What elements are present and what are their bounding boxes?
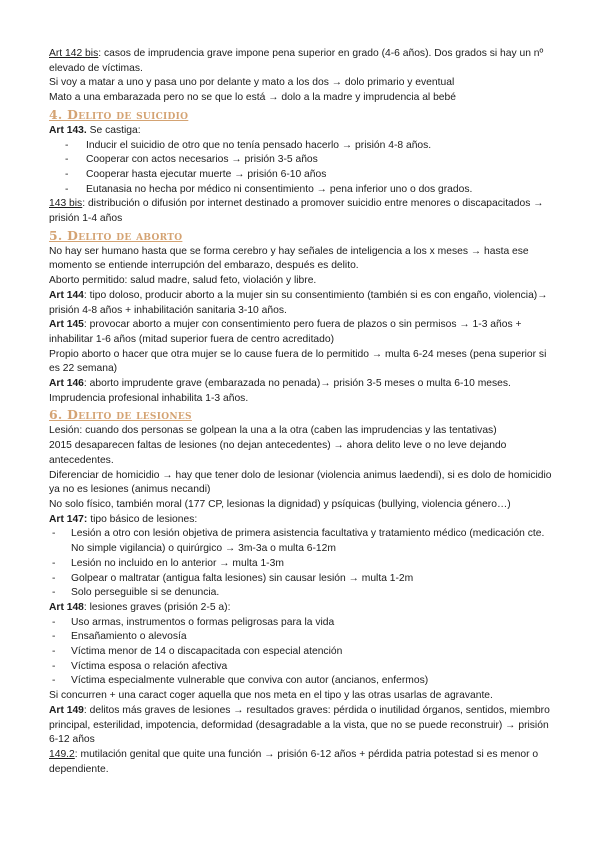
list-item: - Uso armas, instrumentos o formas peligrosas para la vida <box>49 616 559 631</box>
art-ref: Art 143. <box>49 124 87 136</box>
art-ref: 143 bis <box>49 198 83 210</box>
art-ref: Art 146 <box>49 378 84 390</box>
paragraph: Si concurren + una caract coger aquella que nos meta en el tipo y las otras usarlas de agravante. <box>49 690 493 702</box>
paragraph: Diferenciar de homicidio → hay que tener dolo de lesionar (violencia animus laedendi), si es dolo de homicidio ya no es lesiones (animus necandi) <box>49 469 552 496</box>
section-heading-aborto: 5. Delito de aborto <box>49 227 183 243</box>
list-item: - Cooperar hasta ejecutar muerte → prisión 6-10 años <box>49 168 559 183</box>
art-145: Art 145: provocar aborto a mujer con consentimiento pero fuera de plazos o sin permisos → 1-3 años + inhabilitar 1-6 años (mitad superior fuera de centro acreditado) <box>49 319 522 345</box>
list-item: - Lesión a otro con lesión objetiva de primera asistencia facultativa y tratamiento médico (medicación cte. No simple vigilancia) o quirúrgico → 3m-3a o multa 6-12m <box>49 527 559 556</box>
art-ref: Art 149 <box>49 704 84 716</box>
list-item: - Ensañamiento o alevosía <box>49 630 559 645</box>
list-art-147 <box>49 527 559 601</box>
list-item: - Solo perseguible si se denuncia. <box>49 586 559 601</box>
list-item: - Víctima menor de 14 o discapacitada con especial atención <box>49 645 559 660</box>
art-ref: Art 144 <box>49 289 84 301</box>
paragraph: Imprudencia profesional inhabilita 1-3 años. <box>49 392 249 404</box>
paragraph: No solo físico, también moral (177 CP, lesionas la dignidad) y psíquicas (bullying, violencia género…) <box>49 498 511 510</box>
art-ref: Art 142 bis <box>49 48 99 59</box>
list-item: - Golpear o maltratar (antigua falta lesiones) sin causar lesión → multa 1-2m <box>49 572 559 587</box>
list-art-143 <box>49 139 559 198</box>
art-143: Art 143. Se castiga: <box>49 124 141 136</box>
paragraph: No hay ser humano hasta que se forma cerebro y hay señales de inteligencia a los x meses → hasta ese momento se entiende interrupción del embarazo, después es delito. <box>49 245 529 272</box>
list-item: - Víctima esposa o relación afectiva <box>49 660 559 675</box>
paragraph: Propio aborto o hacer que otra mujer se lo cause fuera de lo permitido → multa 6-24 meses (pena superior si es 22 semana) <box>49 348 547 375</box>
art-ref: Art 145 <box>49 319 84 331</box>
art-148: Art 148: lesiones graves (prisión 2-5 a): <box>49 601 231 613</box>
list-item: - Cooperar con actos necesarios → prisión 3-5 años <box>49 153 559 168</box>
paragraph: Aborto permitido: salud madre, salud feto, violación y libre. <box>49 275 317 287</box>
art-143-bis: 143 bis: distribución o difusión por internet destinado a promover suicidio entre menores o discapacitados → prisión 1-4 años <box>49 198 544 225</box>
paragraph: Mato a una embarazada pero no se que lo está → dolo a la madre y imprudencia al bebé <box>49 92 456 104</box>
art-144: Art 144: tipo doloso, producir aborto a la mujer sin su consentimiento (también si es con engaño, violencia)→ prisión 4-8 años + inhabilitación sanitaria 3-10 años. <box>49 289 548 316</box>
art-149: Art 149: delitos más graves de lesiones → resultados graves: pérdida o inutilidad órganos, sentidos, miembro principal, esterilidad, impotencia, deformidad (desagradable a la vista, que no se puede reconstruir) → prisión 6-12 años <box>49 704 550 746</box>
art-ref: Art 148 <box>49 601 84 613</box>
art-ref: 149.2 <box>49 748 75 760</box>
paragraph: 2015 desaparecen faltas de lesiones (no dejan antecedentes) → ahora delito leve o no leve dejando antecedentes. <box>49 440 507 466</box>
list-art-148 <box>49 616 559 690</box>
art-142-bis: Art 142 bis: casos de imprudencia grave impone pena superior en grado (4-6 años). Dos grados si hay un nº elevado de víctimas. <box>49 48 544 74</box>
paragraph: Si voy a matar a uno y pasa uno por delante y mato a los dos → dolo primario y eventual <box>49 77 455 89</box>
list-item: - Eutanasia no hecha por médico ni consentimiento → pena inferior uno o dos grados. <box>49 183 559 198</box>
list-item: - Víctima especialmente vulnerable que conviva con autor (ancianos, enfermos) <box>49 674 559 689</box>
document-content <box>49 47 559 777</box>
list-item: - Lesión no incluido en lo anterior → multa 1-3m <box>49 557 559 572</box>
art-146: Art 146: aborto imprudente grave (embarazada no penada)→ prisión 3-5 meses o multa 6-10 meses. <box>49 378 511 390</box>
section-heading-suicidio: 4. Delito de suicidio <box>49 106 189 122</box>
art-ref: Art 147: <box>49 513 88 525</box>
section-heading-lesiones: 6. Delito de lesiones <box>49 407 192 423</box>
paragraph: Lesión: cuando dos personas se golpean la una a la otra (caben las imprudencias y las tentativas) <box>49 425 497 437</box>
list-item: - Inducir el suicidio de otro que no tenía pensado hacerlo → prisión 4-8 años. <box>49 139 559 154</box>
art-149-2: 149.2: mutilación genital que quite una función → prisión 6-12 años + pérdida patria potestad si es menor o dependiente. <box>49 748 539 775</box>
art-147: Art 147: tipo básico de lesiones: <box>49 513 198 525</box>
